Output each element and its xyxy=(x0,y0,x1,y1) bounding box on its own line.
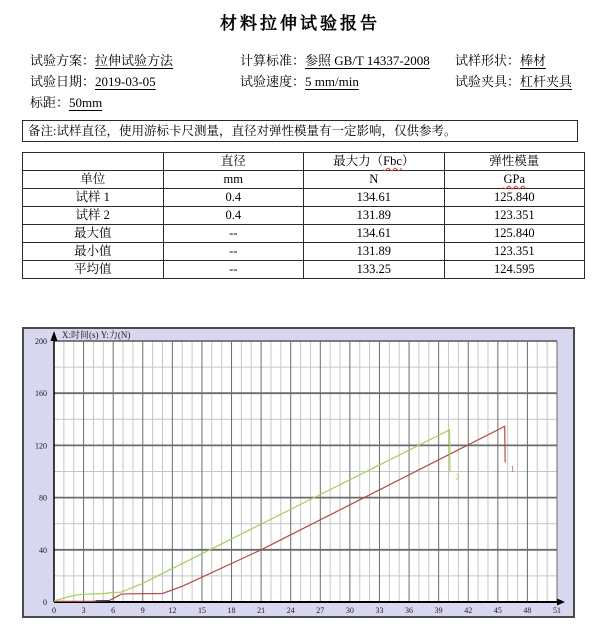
x-tick-label: 21 xyxy=(257,606,266,615)
force-time-chart xyxy=(22,327,575,618)
table-row xyxy=(23,207,585,225)
page-title: 材料拉伸试验报告 xyxy=(220,14,380,33)
series-end-label-specimen-1: 1 xyxy=(510,464,515,474)
field-test-fixture-value: 杠杆夹具 xyxy=(520,74,573,89)
field-test-method-value: 拉伸试验方法 xyxy=(95,53,174,68)
field-gauge-length-value: 50mm xyxy=(69,95,103,110)
results-table xyxy=(22,152,585,279)
table-cell: 最大值 xyxy=(23,225,164,243)
table-cell: 125.840 xyxy=(444,225,585,243)
field-test-date-value: 2019-03-05 xyxy=(95,74,156,89)
y-tick-label: 120 xyxy=(35,441,47,451)
field-test-fixture xyxy=(455,71,572,92)
field-calc-standard-label: 计算标准： xyxy=(240,53,306,68)
table-row xyxy=(23,189,585,207)
table-row xyxy=(23,171,585,189)
table-row xyxy=(23,261,585,279)
x-tick-label: 6 xyxy=(111,606,116,615)
y-tick-label: 200 xyxy=(35,337,47,346)
field-specimen-shape-value: 棒材 xyxy=(520,53,547,68)
x-tick-label: 30 xyxy=(345,606,354,615)
remarks-box: 备注:试样直径，使用游标卡尺测量，直径对弹性模量有一定影响，仅供参考。 xyxy=(22,120,578,142)
info-col-0 xyxy=(30,50,173,113)
field-calc-standard-value: 参照 GB/T 14337-2008 xyxy=(305,53,430,68)
field-test-speed xyxy=(240,71,430,92)
x-tick-label: 48 xyxy=(523,606,532,615)
table-cell: -- xyxy=(163,243,304,261)
table-cell: 133.25 xyxy=(304,261,445,279)
x-tick-label: 9 xyxy=(140,606,145,615)
table-cell: 平均值 xyxy=(23,261,164,279)
y-axis-arrow-icon xyxy=(51,331,58,341)
field-test-speed-label: 试验速度： xyxy=(240,74,306,89)
table-cell: 125.840 xyxy=(444,189,585,207)
spellcheck-marked-text: Fbc xyxy=(383,154,402,168)
y-tick-label: 40 xyxy=(39,545,47,555)
field-calc-standard xyxy=(240,50,430,71)
table-cell: 131.89 xyxy=(304,243,445,261)
field-test-speed-value: 5 mm/min xyxy=(305,74,359,89)
table-header-cell xyxy=(23,153,164,171)
x-tick-label: 3 xyxy=(81,606,86,615)
chart-axes-caption: X:时间(s) Y:力(N) xyxy=(62,330,131,340)
table-cell: -- xyxy=(163,225,304,243)
x-tick-label: 39 xyxy=(434,606,443,615)
table-header-cell: 弹性模量 xyxy=(444,153,585,171)
table-row xyxy=(23,243,585,261)
table-cell: 134.61 xyxy=(304,189,445,207)
table-cell: 单位 xyxy=(23,171,164,189)
table-cell: 123.351 xyxy=(444,207,585,225)
info-col-1 xyxy=(240,50,430,92)
field-gauge-length-label: 标距： xyxy=(30,95,70,110)
table-row xyxy=(23,225,585,243)
field-test-date xyxy=(30,71,173,92)
field-gauge-length xyxy=(30,92,173,113)
x-tick-label: 36 xyxy=(405,606,414,615)
x-tick-label: 51 xyxy=(553,606,561,615)
table-header-cell: 直径 xyxy=(163,153,304,171)
y-tick-label: 0 xyxy=(43,598,47,607)
x-tick-label: 27 xyxy=(316,606,325,615)
x-tick-label: 0 xyxy=(52,606,56,615)
y-tick-label: 80 xyxy=(39,493,47,503)
spellcheck-marked-text: GPa xyxy=(503,172,526,186)
field-test-method-label: 试验方案： xyxy=(30,53,96,68)
series-end-label-specimen-2: 2 xyxy=(455,472,460,482)
table-header-cell: 最大力（Fbc） xyxy=(304,153,445,171)
x-tick-label: 42 xyxy=(464,606,473,615)
table-cell: N xyxy=(304,171,445,189)
table-cell xyxy=(444,171,585,189)
field-test-fixture-label: 试验夹具： xyxy=(455,74,521,89)
x-tick-label: 45 xyxy=(493,606,502,615)
field-specimen-shape-label: 试样形状： xyxy=(455,53,521,68)
x-axis-arrow-icon xyxy=(557,599,565,606)
x-tick-label: 18 xyxy=(227,606,236,615)
table-header-row xyxy=(23,153,585,171)
x-tick-label: 12 xyxy=(168,606,177,615)
chart-svg xyxy=(24,329,573,616)
table-cell: 最小值 xyxy=(23,243,164,261)
table-cell: 123.351 xyxy=(444,243,585,261)
table-cell: 0.4 xyxy=(163,189,304,207)
field-specimen-shape xyxy=(455,50,572,71)
x-tick-label: 15 xyxy=(197,606,206,615)
table-cell: mm xyxy=(163,171,304,189)
field-test-method xyxy=(30,50,173,71)
table-cell: 124.595 xyxy=(444,261,585,279)
field-test-date-label: 试验日期： xyxy=(30,74,96,89)
x-tick-label: 33 xyxy=(375,606,384,615)
table-cell: -- xyxy=(163,261,304,279)
table-cell: 试样 1 xyxy=(23,189,164,207)
table-cell: 134.61 xyxy=(304,225,445,243)
x-tick-label: 24 xyxy=(286,606,295,615)
info-col-2 xyxy=(455,50,572,92)
table-cell: 0.4 xyxy=(163,207,304,225)
table-cell: 试样 2 xyxy=(23,207,164,225)
y-tick-label: 160 xyxy=(35,389,47,399)
table-cell: 131.89 xyxy=(304,207,445,225)
info-section xyxy=(0,50,600,116)
